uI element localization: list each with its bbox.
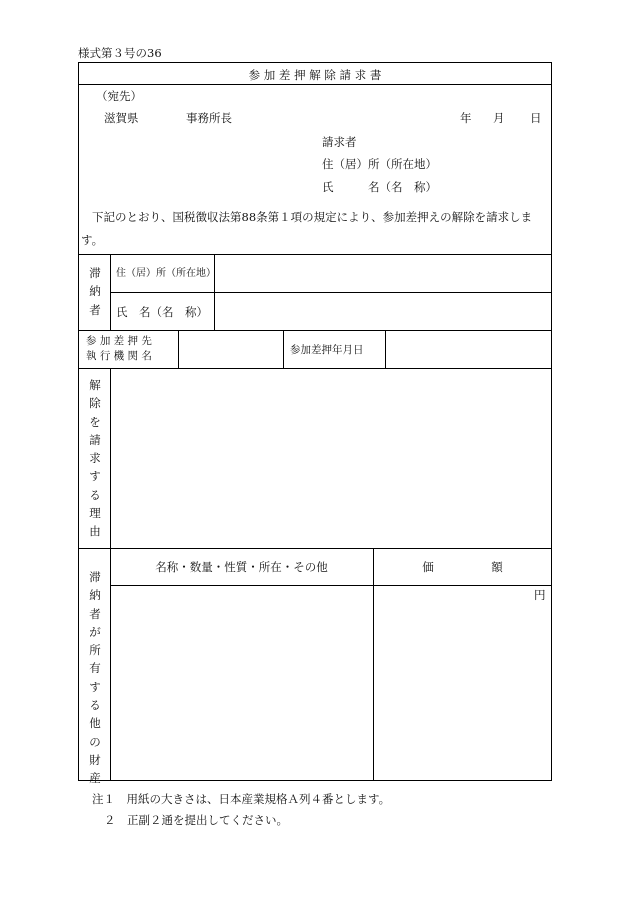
addressee-label: （宛先） (96, 89, 142, 103)
other-property-label: 滞 納 者 が 所 有 す る 他 の 財 産 (89, 570, 101, 786)
divider (78, 254, 552, 255)
statement-line-1: 下記のとおり、国税徴収法第88条第１項の規定により、参加差押えの解除を請求しま (92, 210, 533, 224)
divider (214, 254, 215, 330)
date-year-label: 年 (460, 111, 472, 125)
form-title: 参 加 差 押 解 除 請 求 書 (248, 68, 382, 82)
requester-heading: 請求者 (322, 135, 357, 149)
delinquent-label: 滞 納 者 (89, 266, 101, 317)
delinquent-address-label: 住（居）所（所在地） (116, 268, 216, 279)
addressee-prefecture: 滋賀県 (104, 111, 139, 125)
delinquent-address-field[interactable] (220, 259, 546, 287)
attachment-date-field[interactable] (391, 335, 546, 363)
divider (385, 330, 386, 368)
divider (283, 330, 284, 368)
divider (78, 368, 552, 369)
note-1: 注１ 用紙の大きさは、日本産業規格Ａ列４番とします。 (92, 792, 391, 806)
divider (110, 254, 111, 330)
reason-label: 解 除 を 請 求 す る 理 由 (89, 378, 101, 539)
divider (178, 330, 179, 368)
divider (78, 330, 552, 331)
property-value-textarea[interactable] (379, 604, 546, 776)
executing-agency-label-line2: 執 行 機 関 名 (86, 350, 152, 362)
divider (78, 84, 552, 85)
date-month-label: 月 (493, 111, 505, 125)
property-description-header: 名称・数量・性質・所在・その他 (155, 560, 328, 574)
divider (110, 585, 552, 586)
addressee-office-chief: 事務所長 (186, 111, 232, 125)
divider (110, 368, 111, 781)
reason-textarea[interactable] (116, 374, 546, 542)
property-description-textarea[interactable] (116, 590, 368, 776)
divider (78, 548, 552, 549)
date-day-label: 日 (530, 111, 542, 125)
delinquent-name-field[interactable] (220, 297, 546, 325)
note-2: ２ 正副２通を提出してください。 (104, 813, 288, 827)
requester-address-label: 住（居）所（所在地） (322, 157, 437, 171)
yen-unit: 円 (534, 588, 546, 602)
executing-agency-field[interactable] (184, 335, 278, 363)
delinquent-name-label: 氏 名（名 称） (116, 305, 208, 319)
divider (373, 548, 374, 781)
statement-line-2: す。 (81, 233, 104, 247)
form-number: 様式第３号の36 (78, 46, 162, 60)
property-value-header: 価 額 (422, 560, 503, 574)
attachment-date-label: 参加差押年月日 (290, 344, 364, 356)
requester-name-label: 氏 名（名 称） (322, 180, 437, 194)
executing-agency-label-line1: 参 加 差 押 先 (86, 335, 152, 347)
divider (110, 292, 552, 293)
